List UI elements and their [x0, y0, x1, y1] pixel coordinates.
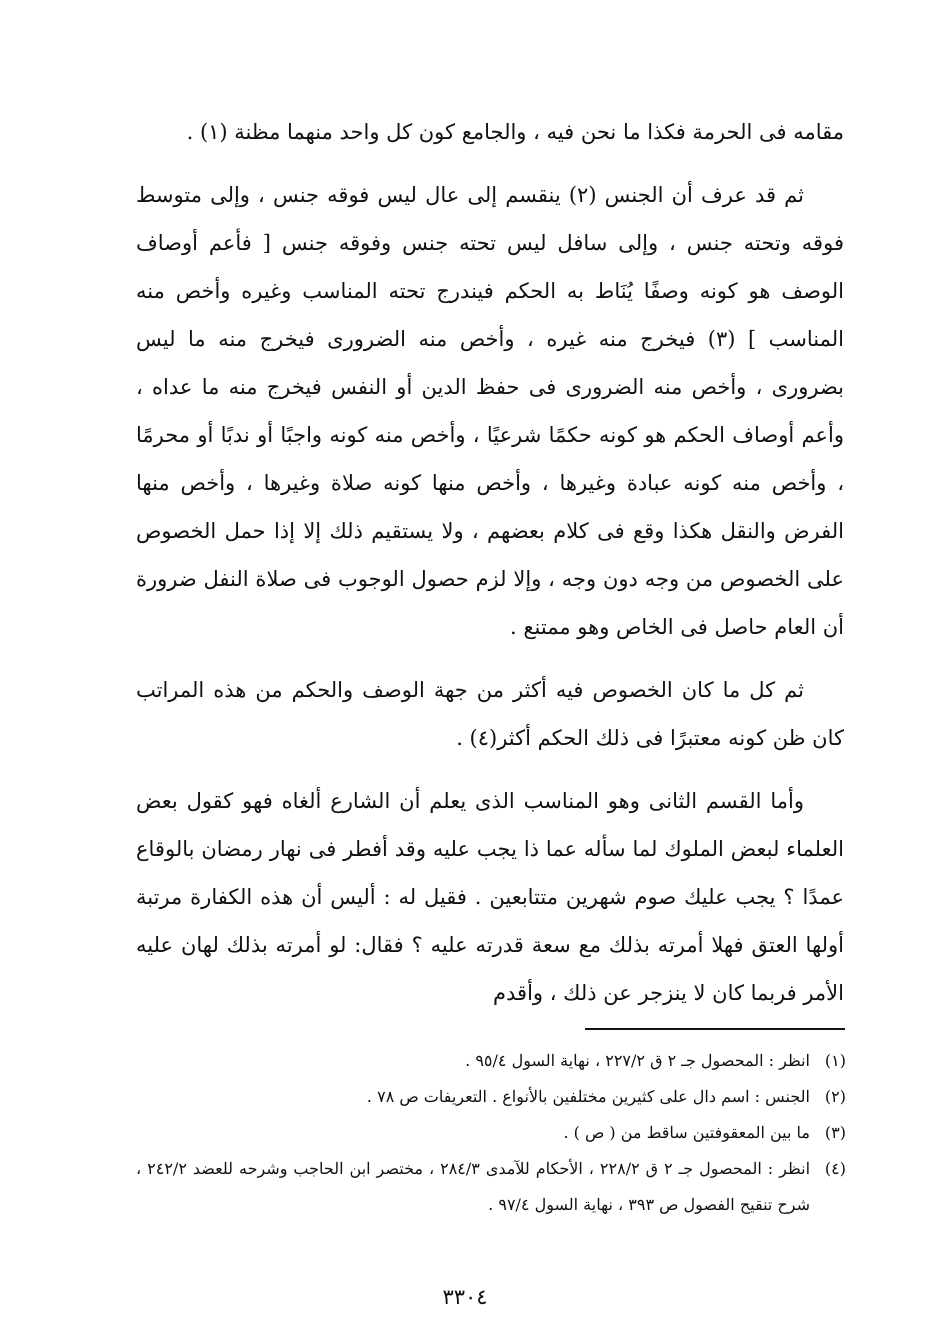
footnotes [136, 1043, 846, 1223]
paragraph-2: ثم قد عرف أن الجنس (٢) ينقسم إلى عال ليس فوقه جنس ، وإلى متوسط فوقه وتحته جنس ، وإلى سافل ليس تحته جنس وفوقه جنس [ فأعم أوصاف الوصف هو كونه وصفًا يُنَاط به الحكم فيندرج تحته المناسب وغيره وأخص منه المناسب ] (٣) فيخرج منه غيره ، وأخص منه الضرورى فيخرج منه ما ليس بضرورى ، وأخص منه الضرورى فى حفظ الدين أو النفس فيخرج منه ما عداه ، وأعم أوصاف الحكم هو كونه حكمًا شرعيًا ، وأخص منه كونه واجبًا أو ندبًا أو محرمًا ، وأخص منه كونه عبادة وغيرها ، وأخص منها كونه صلاة وغيرها ، وأخص منها الفرض والنقل هكذا وقع فى كلام بعضهم ، ولا يستقيم ذلك إلا إذا حمل الخصوص على الخصوص من وجه دون وجه ، وإلا لزم حصول الوجوب فى صلاة النفل ضرورة أن العام حاصل فى الخاص وهو ممتنع . [136, 183, 845, 639]
footnote-4 [136, 1151, 846, 1223]
footnote-text: الجنس : اسم دال على كثيرين مختلفين بالأنواع . التعريفات ص ٧٨ . [366, 1087, 810, 1106]
footnote-number: (١) [824, 1051, 846, 1070]
page-number: ٣٣٠٤ [442, 1285, 488, 1309]
footnote-separator [585, 1028, 845, 1030]
footnote-number: (٤) [824, 1159, 846, 1178]
footnote-text: انظر : المحصول جـ ٢ ق ٢٢٨/٢ ، الأحكام للآمدى ٢٨٤/٣ ، مختصر ابن الحاجب وشرحه للعضد ٢٤٢/٢ ، شرح تنقيح الفصول ص ٣٩٣ ، نهاية السول ٩٧/٤ . [136, 1159, 811, 1214]
footnote-text: انظر : المحصول جـ ٢ ق ٢٢٧/٢ ، نهاية السول ٩٥/٤ . [465, 1051, 810, 1070]
paragraph-1: مقامه فى الحرمة فكذا ما نحن فيه ، والجامع كون كل واحد منهما مظنة (١) . [186, 120, 844, 144]
paragraph-3: ثم كل ما كان الخصوص فيه أكثر من جهة الوصف والحكم من هذه المراتب كان ظن كونه معتبرًا فى ذلك الحكم أكثر(٤) . [136, 678, 844, 750]
footnote-number: (٢) [824, 1087, 846, 1106]
footnote-2 [136, 1079, 846, 1115]
paragraph-4: وأما القسم الثانى وهو المناسب الذى يعلم أن الشارع ألغاه فهو كقول بعض العلماء لبعض الملوك لما سأله عما ذا يجب عليه وقد أفطر فى نهار رمضان بالوقاع عمدًا ؟ يجب عليك صوم شهرين متتابعين . فقيل له : أليس أن هذه الكفارة مرتبة أولها العتق فهلا أمرته بذلك مع سعة قدرته عليه ؟ فقال: لو أمرته بذلك لهان عليه الأمر فربما كان لا ينزجر عن ذلك ، وأقدم [136, 789, 844, 1005]
footnote-1 [136, 1043, 846, 1079]
main-text [136, 108, 844, 1017]
footnote-3 [136, 1115, 846, 1151]
footnote-text: ما بين المعقوفتين ساقط من ( ص ) . [563, 1123, 810, 1142]
footnote-number: (٣) [824, 1123, 846, 1142]
